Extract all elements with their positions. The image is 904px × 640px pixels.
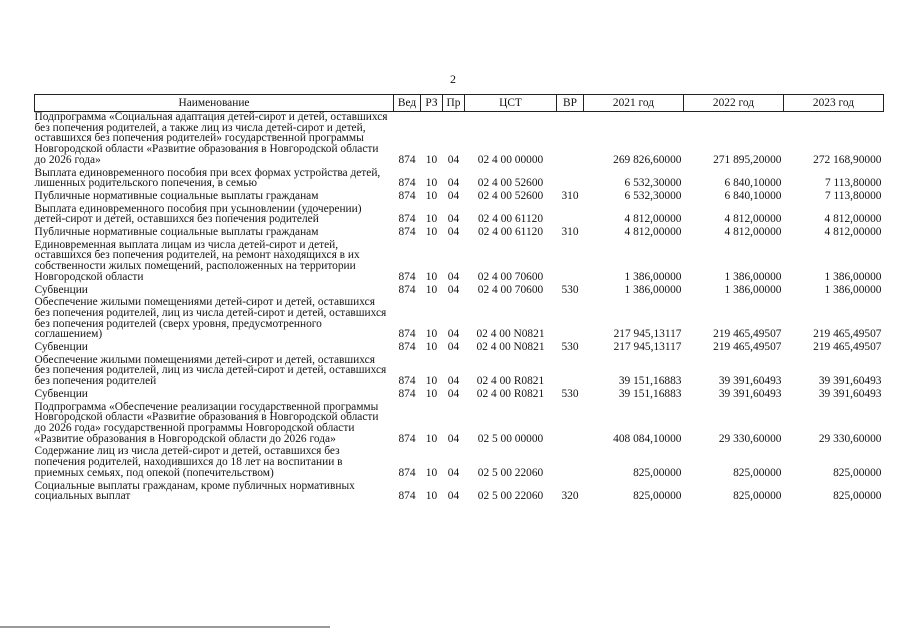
cell-vr: 530 xyxy=(561,283,579,296)
cell-vr: 320 xyxy=(561,490,579,503)
scan-edge-line xyxy=(0,626,330,628)
cell-rz: 10 xyxy=(425,328,438,341)
cell-cst: 02 5 00 00000 xyxy=(477,432,544,445)
header-pr: Пр xyxy=(443,95,465,112)
cell-2022: 1 386,00000 xyxy=(724,270,782,283)
cell-vr xyxy=(557,240,584,285)
table-row xyxy=(35,481,884,504)
cell-name: Выплата единовременного пособия при усыновлении (удочерении) детей-сирот и детей, оставшихся без попечения родителей xyxy=(34,202,362,226)
cell-2023: 39 391,60493 xyxy=(818,375,882,388)
cell-cst: 02 4 00 N0821 xyxy=(476,341,545,354)
cell-2022: 6 840,10000 xyxy=(724,189,782,202)
cell-name: Субвенции xyxy=(34,283,88,296)
cell-pr: 04 xyxy=(447,328,460,341)
cell-2023: 1 386,00000 xyxy=(824,270,882,283)
cell-2021: 825,00000 xyxy=(633,466,682,479)
cell-pr: 04 xyxy=(447,490,460,503)
cell-name: Обеспечение жилыми помещениями детей-сирот и детей, оставшихся без попечения родителей, лиц из числа детей-сирот и детей, оставшихся без попечения родителей (сверх уровня, предусмотренного соглашением) xyxy=(34,296,387,341)
cell-cst: 02 4 00 00000 xyxy=(477,153,544,166)
cell-ved: 874 xyxy=(398,375,416,388)
cell-2021: 4 812,00000 xyxy=(624,213,682,226)
cell-2022: 6 840,10000 xyxy=(724,177,782,190)
cell-2023: 1 386,00000 xyxy=(824,283,882,296)
cell-rz: 10 xyxy=(425,375,438,388)
cell-2023: 825,00000 xyxy=(833,466,882,479)
cell-cst: 02 5 00 22060 xyxy=(477,490,544,503)
cell-pr: 04 xyxy=(447,270,460,283)
cell-2021: 825,00000 xyxy=(633,490,682,503)
cell-name: Содержание лиц из числа детей-сирот и детей, оставшихся без попечения родителей, находившихся до 18 лет на воспитании в приемных семьях, под опекой (попечительством) xyxy=(34,445,343,479)
cell-2022: 219 465,49507 xyxy=(713,328,782,341)
cell-2022: 4 812,00000 xyxy=(724,213,782,226)
cell-2021: 408 084,10000 xyxy=(613,432,682,445)
cell-2022: 4 812,00000 xyxy=(724,226,782,239)
table-row xyxy=(35,112,884,168)
cell-rz: 10 xyxy=(425,490,438,503)
cell-vr xyxy=(557,355,584,389)
cell-name: Субвенции xyxy=(34,341,88,354)
cell-rz: 10 xyxy=(425,387,438,400)
table-row xyxy=(35,389,884,402)
cell-cst: 02 5 00 22060 xyxy=(477,466,544,479)
cell-2023: 219 465,49507 xyxy=(813,341,882,354)
cell-rz: 10 xyxy=(425,213,438,226)
table-row xyxy=(35,227,884,240)
cell-rz: 10 xyxy=(425,432,438,445)
cell-ved: 874 xyxy=(398,328,416,341)
cell-pr: 04 xyxy=(447,153,460,166)
cell-2021: 269 826,60000 xyxy=(613,153,682,166)
cell-vr xyxy=(557,446,584,480)
cell-vr xyxy=(557,297,584,342)
cell-vr xyxy=(557,204,584,227)
cell-pr: 04 xyxy=(447,432,460,445)
cell-rz: 10 xyxy=(425,341,438,354)
cell-cst: 02 4 00 R0821 xyxy=(476,387,545,400)
cell-vr xyxy=(557,112,584,168)
header-ved: Вед xyxy=(394,95,421,112)
cell-2021: 1 386,00000 xyxy=(624,270,682,283)
table-row xyxy=(35,168,884,191)
cell-name: Выплата единовременного пособия при всех формах устройства детей, лишенных родительского попечения, в семью xyxy=(34,166,381,190)
cell-ved: 874 xyxy=(398,177,416,190)
cell-pr: 04 xyxy=(447,283,460,296)
cell-pr: 04 xyxy=(447,387,460,400)
cell-vr: 310 xyxy=(561,226,579,239)
cell-2022: 29 330,60000 xyxy=(718,432,782,445)
cell-2021: 1 386,00000 xyxy=(624,283,682,296)
table-row xyxy=(35,191,884,204)
cell-pr: 04 xyxy=(447,213,460,226)
table-row xyxy=(35,204,884,227)
cell-rz: 10 xyxy=(425,466,438,479)
cell-name: Подпрограмма «Обеспечение реализации государственной программы Новгородской области «Развитие образования в Новгородской области до 2026 года» государственной программы Новгородской области «Развитие образования в Новгородской области до 2026 года» xyxy=(34,400,379,445)
cell-name: Публичные нормативные социальные выплаты гражданам xyxy=(34,189,319,202)
cell-cst: 02 4 00 52600 xyxy=(477,177,544,190)
cell-rz: 10 xyxy=(425,283,438,296)
cell-ved: 874 xyxy=(398,387,416,400)
cell-2023: 272 168,90000 xyxy=(813,153,882,166)
cell-2022: 39 391,60493 xyxy=(718,387,782,400)
cell-2021: 39 151,16883 xyxy=(618,375,682,388)
cell-ved: 874 xyxy=(398,283,416,296)
cell-vr: 310 xyxy=(561,189,579,202)
cell-cst: 02 4 00 R0821 xyxy=(476,375,545,388)
table-row xyxy=(35,402,884,447)
cell-rz: 10 xyxy=(425,177,438,190)
table-row xyxy=(35,446,884,480)
cell-ved: 874 xyxy=(398,226,416,239)
cell-cst: 02 4 00 61120 xyxy=(477,226,544,239)
cell-rz: 10 xyxy=(425,270,438,283)
cell-2021: 6 532,30000 xyxy=(624,189,682,202)
cell-2023: 219 465,49507 xyxy=(813,328,882,341)
cell-name: Социальные выплаты гражданам, кроме публичных нормативных социальных выплат xyxy=(34,479,355,503)
header-vr: ВР xyxy=(557,95,584,112)
cell-ved: 874 xyxy=(398,490,416,503)
cell-ved: 874 xyxy=(398,341,416,354)
header-2021: 2021 год xyxy=(584,95,684,112)
cell-vr xyxy=(557,402,584,447)
cell-cst: 02 4 00 52600 xyxy=(477,189,544,202)
cell-vr: 530 xyxy=(561,341,579,354)
cell-cst: 02 4 00 70600 xyxy=(477,270,544,283)
cell-rz: 10 xyxy=(425,189,438,202)
cell-2023: 825,00000 xyxy=(833,490,882,503)
cell-pr: 04 xyxy=(447,466,460,479)
cell-pr: 04 xyxy=(447,341,460,354)
header-2023: 2023 год xyxy=(784,95,884,112)
cell-pr: 04 xyxy=(447,177,460,190)
header-rz: РЗ xyxy=(421,95,443,112)
cell-name: Подпрограмма «Социальная адаптация детей-сирот и детей, оставшихся без попечения родителей, а также лиц из числа детей-сирот и детей, оставшихся без попечения родителей» государственной программы Новгородской области «Развитие образования в Новгородской области до 2026 года» xyxy=(34,111,388,166)
cell-ved: 874 xyxy=(398,213,416,226)
cell-name: Единовременная выплата лицам из числа детей-сирот и детей, оставшихся без попечения родителей, на ремонт находящихся в их собственности жилых помещений, расположенных на территории Новгородской области xyxy=(34,238,360,283)
cell-cst: 02 4 00 70600 xyxy=(477,283,544,296)
cell-cst: 02 4 00 N0821 xyxy=(476,328,545,341)
header-2022: 2022 год xyxy=(684,95,784,112)
cell-vr xyxy=(557,168,584,191)
cell-ved: 874 xyxy=(398,466,416,479)
cell-2022: 825,00000 xyxy=(733,490,782,503)
cell-2021: 217 945,13117 xyxy=(613,328,682,341)
cell-ved: 874 xyxy=(398,189,416,202)
table-header-row xyxy=(35,95,884,112)
cell-name: Субвенции xyxy=(34,387,88,400)
cell-name: Обеспечение жилыми помещениями детей-сирот и детей, оставшихся без попечения родителей, лиц из числа детей-сирот и детей, оставшихся без попечения родителей xyxy=(34,353,387,388)
cell-2021: 217 945,13117 xyxy=(613,341,682,354)
table-row xyxy=(35,297,884,342)
cell-pr: 04 xyxy=(447,375,460,388)
cell-ved: 874 xyxy=(398,270,416,283)
cell-pr: 04 xyxy=(447,226,460,239)
table-row xyxy=(35,355,884,389)
cell-cst: 02 4 00 61120 xyxy=(477,213,544,226)
header-name: Наименование xyxy=(35,95,394,112)
cell-rz: 10 xyxy=(425,226,438,239)
table-row xyxy=(35,342,884,355)
cell-vr: 530 xyxy=(561,387,579,400)
cell-2023: 4 812,00000 xyxy=(824,213,882,226)
page-number: 2 xyxy=(450,72,456,86)
cell-rz: 10 xyxy=(425,153,438,166)
cell-2021: 6 532,30000 xyxy=(624,177,682,190)
cell-2021: 39 151,16883 xyxy=(618,387,682,400)
cell-2023: 39 391,60493 xyxy=(818,387,882,400)
cell-ved: 874 xyxy=(398,432,416,445)
cell-2023: 4 812,00000 xyxy=(824,226,882,239)
cell-2023: 7 113,80000 xyxy=(824,177,882,190)
cell-2022: 825,00000 xyxy=(733,466,782,479)
cell-2022: 39 391,60493 xyxy=(718,375,782,388)
cell-2023: 7 113,80000 xyxy=(824,189,882,202)
cell-2022: 271 895,20000 xyxy=(713,153,782,166)
header-cst: ЦСТ xyxy=(465,95,557,112)
table-row xyxy=(35,240,884,285)
cell-2021: 4 812,00000 xyxy=(624,226,682,239)
cell-2023: 29 330,60000 xyxy=(818,432,882,445)
budget-table xyxy=(34,94,884,504)
cell-name: Публичные нормативные социальные выплаты гражданам xyxy=(34,226,319,239)
cell-ved: 874 xyxy=(398,153,416,166)
cell-2022: 1 386,00000 xyxy=(724,283,782,296)
cell-2022: 219 465,49507 xyxy=(713,341,782,354)
cell-pr: 04 xyxy=(447,189,460,202)
